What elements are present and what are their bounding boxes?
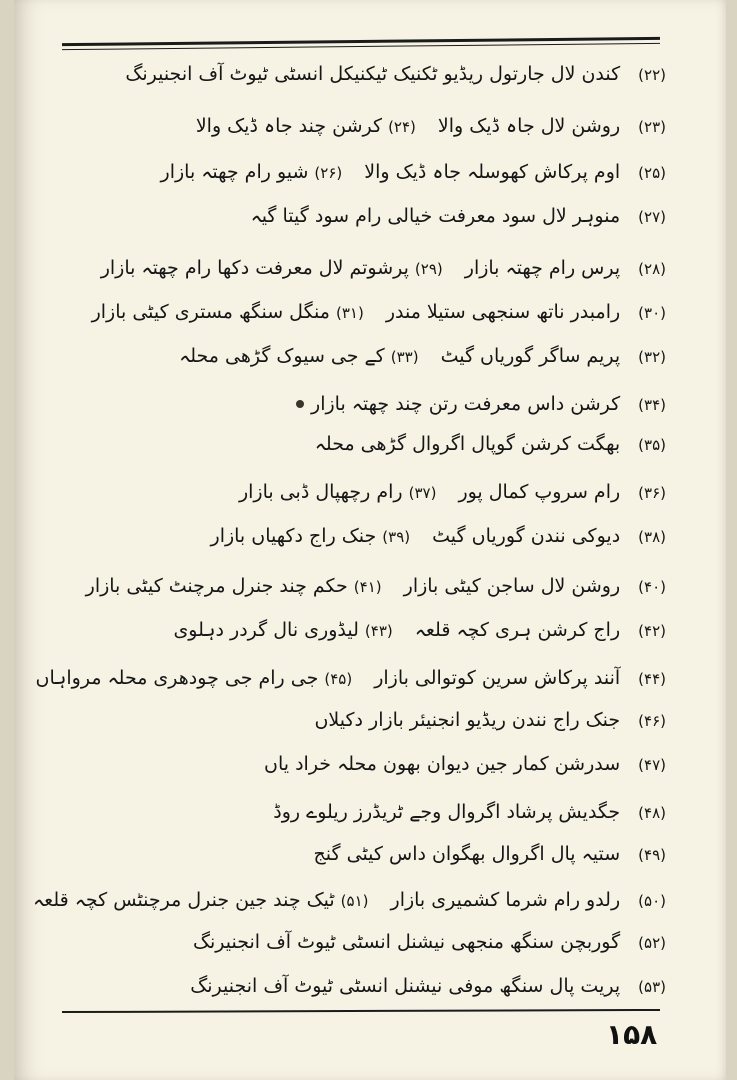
list-item bbox=[86, 574, 666, 599]
entry-number: (۲۵) bbox=[638, 164, 666, 182]
entry-text: منگل سنگھ مستری کیٹی بازار bbox=[91, 301, 330, 323]
list-item bbox=[315, 432, 666, 457]
list-item bbox=[190, 974, 666, 999]
entry-number: (۳۵) bbox=[638, 436, 666, 454]
entry-number: (۴۹) bbox=[638, 846, 666, 864]
list-item bbox=[211, 524, 666, 549]
entry-number: (۳۰) bbox=[638, 304, 666, 322]
entry-number: (۳۱) bbox=[335, 304, 364, 322]
entry-text: کرشن داس معرفت رتن چند چھتہ بازار bbox=[311, 393, 621, 415]
list-item bbox=[314, 708, 666, 733]
list-item bbox=[196, 114, 666, 139]
entry-text: جنک راج دکھیاں بازار bbox=[210, 525, 377, 547]
entry-text: سدرشن کمار جین دیوان بھون محلہ خراد یاں bbox=[264, 753, 621, 775]
entry-number: (۳۷) bbox=[408, 484, 437, 502]
list-item bbox=[264, 752, 666, 777]
entry-text: جگدیش پرشاد اگروال وجے ٹریڈرز ریلوے روڈ bbox=[273, 801, 621, 823]
list-item bbox=[239, 480, 666, 505]
entry-number: (۴۷) bbox=[638, 756, 666, 774]
entry-number: (۲۷) bbox=[638, 208, 666, 226]
list-item bbox=[273, 800, 666, 825]
entry-text: رام رچھپال ڈبی بازار bbox=[238, 481, 403, 503]
entry-text: پرشوتم لال معرفت دکھا رام چھتہ بازار bbox=[100, 257, 409, 279]
entry-number: (۴۰) bbox=[638, 578, 666, 596]
entry-text: جی رام جی چودھری محلہ مرواہاں bbox=[35, 667, 319, 689]
entry-text: شیو رام چھتہ بازار bbox=[160, 161, 309, 183]
entry-number: (۳۴) bbox=[638, 396, 666, 414]
entry-number: (۵۰) bbox=[638, 892, 666, 910]
bottom-rule bbox=[62, 1009, 660, 1013]
ink-dot bbox=[296, 400, 304, 408]
list-item bbox=[311, 392, 666, 417]
list-item bbox=[314, 842, 666, 867]
list-item bbox=[173, 618, 666, 643]
entry-number: (۴۲) bbox=[638, 622, 666, 640]
entry-number: (۳۸) bbox=[638, 528, 666, 546]
entry-number: (۳۹) bbox=[382, 528, 411, 546]
entry-number: (۴۶) bbox=[638, 712, 666, 730]
entry-number: (۵۱) bbox=[340, 892, 369, 910]
entry-text: کندن لال جارتول ریڈیو ٹکنیک ٹیکنیکل انسٹی ٹیوٹ آف انجنیرنگ bbox=[125, 63, 621, 85]
entry-number: (۴۱) bbox=[353, 578, 382, 596]
entry-text: پریت پال سنگھ موفی نیشنل انسٹی ٹیوٹ آف انجنیرنگ bbox=[190, 975, 621, 997]
list-item bbox=[92, 300, 666, 325]
entry-text: دیوکی نندن گوریاں گیٹ bbox=[432, 525, 621, 547]
list-item bbox=[125, 62, 666, 87]
entry-text: راج کرشن ہری کچہ قلعہ bbox=[414, 619, 621, 641]
entry-number: (۵۳) bbox=[638, 978, 666, 996]
entry-number: (۳۲) bbox=[638, 348, 666, 366]
entry-text: منوہر لال سود معرفت خیالی رام سود گیتا گیہ bbox=[250, 205, 621, 227]
entry-number: (۲۸) bbox=[638, 260, 666, 278]
list-item bbox=[193, 930, 666, 955]
entry-number: (۲۳) bbox=[638, 118, 666, 136]
entry-text: جنک راج نندن ریڈیو انجنیئر بازار دکیلاں bbox=[314, 709, 621, 731]
entry-text: حکم چند جنرل مرچنٹ کیٹی بازار bbox=[85, 575, 348, 597]
entry-text: بھگت کرشن گوپال اگروال گڑھی محلہ bbox=[314, 433, 621, 455]
list-item bbox=[179, 344, 666, 369]
entry-number: (۳۳) bbox=[390, 348, 419, 366]
entry-text: کے جی سیوک گڑھی محلہ bbox=[179, 345, 385, 367]
entry-text: روشن لال جاہ ڈیک والا bbox=[437, 115, 621, 137]
entry-text: گوربچن سنگھ منجھی نیشنل انسٹی ٹیوٹ آف انجنیرنگ bbox=[192, 931, 621, 953]
entry-text: روشن لال ساجن کیٹی بازار bbox=[403, 575, 621, 597]
entry-text: کرشن چند جاہ ڈیک والا bbox=[195, 115, 383, 137]
book-page bbox=[14, 0, 726, 1080]
entry-text: ٹیک چند جین جنرل مرچنٹس کچہ قلعہ bbox=[33, 889, 335, 911]
entry-number: (۲۶) bbox=[314, 164, 343, 182]
list-item bbox=[161, 160, 666, 185]
entry-number: (۴۳) bbox=[364, 622, 393, 640]
entry-number: (۲۴) bbox=[388, 118, 416, 136]
entry-text: ستیہ پال اگروال بھگوان داس کیٹی گنج bbox=[313, 843, 621, 865]
entry-number: (۵۲) bbox=[638, 934, 666, 952]
page-number: ۱۵۸ bbox=[606, 1018, 658, 1051]
list-item bbox=[251, 204, 666, 229]
entry-text: آنند پرکاش سرین کوتوالی بازار bbox=[374, 667, 621, 689]
entry-number: (۴۵) bbox=[324, 670, 353, 688]
entry-number: (۳۶) bbox=[638, 484, 666, 502]
entry-text: پریم ساگر گوریاں گیٹ bbox=[440, 345, 621, 367]
entry-text: رام سروپ کمال پور bbox=[458, 481, 621, 503]
entry-number: (۲۲) bbox=[638, 66, 666, 84]
entry-text: اوم پرکاش کھوسلہ جاہ ڈیک والا bbox=[364, 161, 621, 183]
list-item bbox=[33, 888, 666, 913]
entry-text: رامبدر ناتھ سنجھی ستیلا مندر bbox=[385, 301, 621, 323]
entry-number: (۲۹) bbox=[414, 260, 443, 278]
entry-text: پرس رام چھتہ بازار bbox=[464, 257, 621, 279]
entry-text: رلدو رام شرما کشمیری بازار bbox=[390, 889, 621, 911]
entry-number: (۴۸) bbox=[638, 804, 666, 822]
list-item bbox=[36, 666, 667, 691]
entry-text: لیڈوری نال گردر دہلوی bbox=[173, 619, 359, 641]
list-item bbox=[101, 256, 666, 281]
entry-number: (۴۴) bbox=[638, 670, 666, 688]
